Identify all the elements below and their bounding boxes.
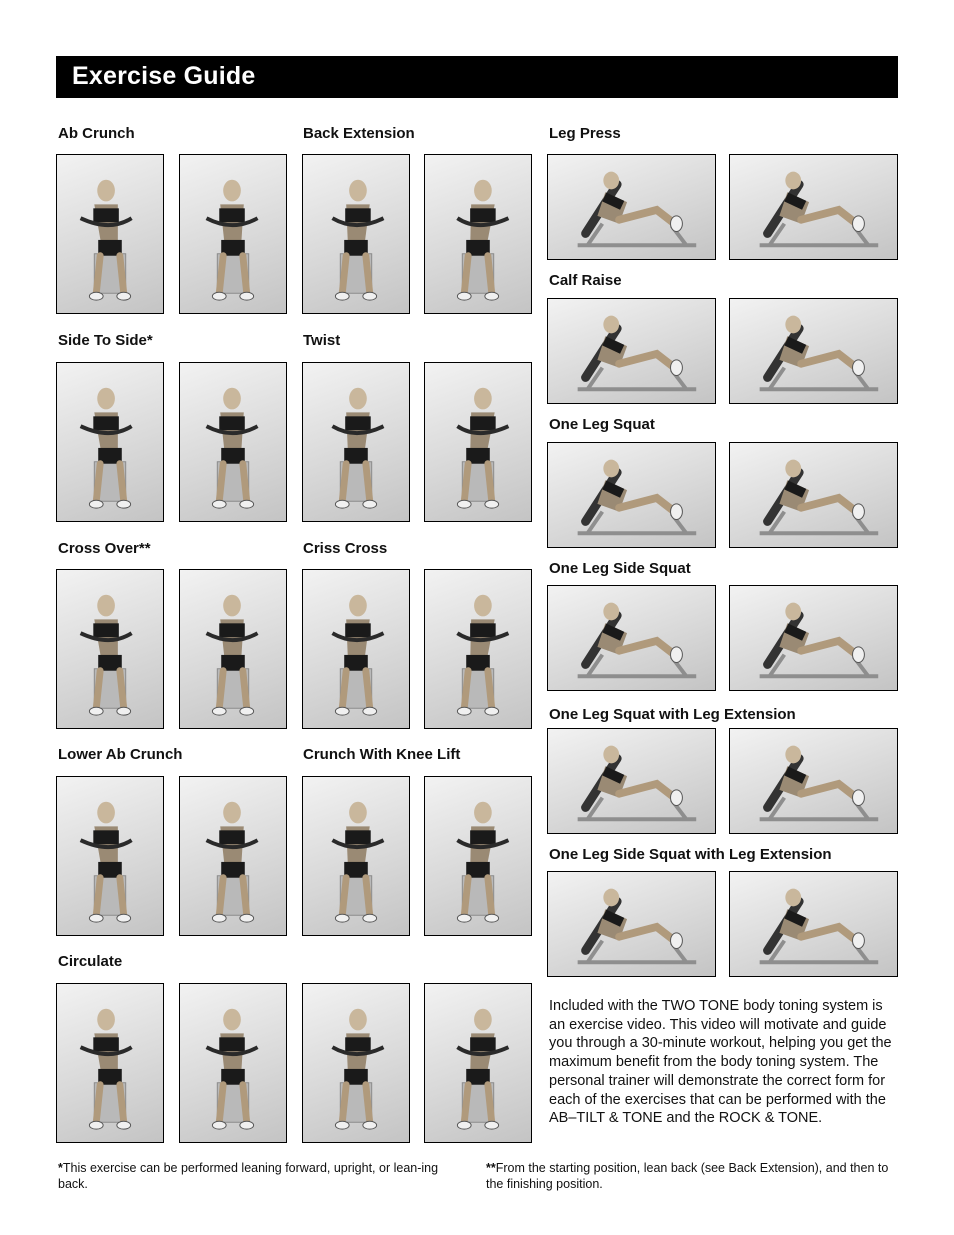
label-one-leg-squat-ext: One Leg Squat with Leg Extension [549, 706, 796, 723]
label-circulate: Circulate [58, 953, 123, 970]
label-ab-crunch: Ab Crunch [58, 125, 135, 142]
exercise-figure-graphic [730, 872, 897, 976]
exercise-figure-graphic [57, 570, 163, 728]
exercise-figure-graphic [548, 155, 715, 259]
exercise-figure-graphic [303, 363, 409, 521]
exercise-figure-graphic [57, 777, 163, 935]
photo-one-leg-side-squat-end [729, 585, 898, 691]
video-description: Included with the TWO TONE body toning system is an exercise video. This video will motivate and guide you through a 30-minute workout, helping you get the maximum benefit from the body toning system. The personal trainer will demonstrate the correct form for each of the exercises that can be performed with the AB–TILT & TONE and the ROCK & TONE. [549, 998, 892, 1127]
label-one-leg-side-squat: One Leg Side Squat [549, 560, 691, 577]
photo-one-leg-side-squat-ext-start [547, 871, 716, 977]
exercise-figure-graphic [57, 984, 163, 1142]
photo-back-extension-end [424, 154, 532, 314]
footnote-double-text: From the starting position, lean back (see Back Extension), and then to the finishing position. [486, 1161, 889, 1191]
photo-ab-crunch-end [179, 154, 287, 314]
footnote-single [58, 1160, 468, 1192]
photo-calf-raise-start [547, 298, 716, 404]
label-one-leg-squat: One Leg Squat [549, 416, 655, 433]
photo-cross-over-start [56, 569, 164, 729]
photo-side-to-side-end [179, 362, 287, 522]
photo-leg-press-end [729, 154, 898, 260]
photo-back-extension-start [302, 154, 410, 314]
exercise-figure-graphic [730, 155, 897, 259]
exercise-figure-graphic [303, 570, 409, 728]
photo-twist-end [424, 362, 532, 522]
label-crunch-knee-lift: Crunch With Knee Lift [303, 746, 461, 763]
exercise-figure-graphic [425, 777, 531, 935]
exercise-figure-graphic [180, 363, 286, 521]
photo-one-leg-squat-ext-start [547, 728, 716, 834]
photo-lower-ab-crunch-end [179, 776, 287, 936]
exercise-figure-graphic [548, 872, 715, 976]
exercise-figure-graphic [425, 984, 531, 1142]
exercise-figure-graphic [425, 155, 531, 313]
label-side-to-side: Side To Side* [58, 332, 153, 349]
page-header [56, 56, 898, 98]
exercise-figure-graphic [180, 984, 286, 1142]
exercise-figure-graphic [57, 363, 163, 521]
label-twist: Twist [303, 332, 341, 349]
exercise-figure-graphic [548, 586, 715, 690]
label-leg-press: Leg Press [549, 125, 621, 142]
exercise-figure-graphic [303, 777, 409, 935]
exercise-figure-graphic [180, 777, 286, 935]
footnote-double [486, 1160, 898, 1192]
exercise-figure-graphic [730, 586, 897, 690]
exercise-figure-graphic [425, 570, 531, 728]
exercise-figure-graphic [730, 443, 897, 547]
exercise-figure-graphic [180, 570, 286, 728]
photo-circulate-3 [302, 983, 410, 1143]
footnote-double-marker: ** [486, 1161, 496, 1175]
exercise-figure-graphic [57, 155, 163, 313]
photo-one-leg-side-squat-ext-end [729, 871, 898, 977]
photo-circulate-4 [424, 983, 532, 1143]
photo-one-leg-squat-start [547, 442, 716, 548]
photo-circulate-1 [56, 983, 164, 1143]
photo-cross-over-end [179, 569, 287, 729]
photo-crunch-knee-lift-end [424, 776, 532, 936]
photo-side-to-side-start [56, 362, 164, 522]
photo-criss-cross-start [302, 569, 410, 729]
exercise-figure-graphic [303, 984, 409, 1142]
exercise-figure-graphic [548, 443, 715, 547]
photo-one-leg-squat-ext-end [729, 728, 898, 834]
footnote-single-text: This exercise can be performed leaning forward, upright, or lean-ing back. [58, 1161, 439, 1191]
photo-criss-cross-end [424, 569, 532, 729]
photo-twist-start [302, 362, 410, 522]
label-lower-ab-crunch: Lower Ab Crunch [58, 746, 183, 763]
exercise-figure-graphic [730, 729, 897, 833]
exercise-figure-graphic [730, 299, 897, 403]
photo-one-leg-squat-end [729, 442, 898, 548]
label-back-extension: Back Extension [303, 125, 415, 142]
photo-circulate-2 [179, 983, 287, 1143]
photo-lower-ab-crunch-start [56, 776, 164, 936]
label-criss-cross: Criss Cross [303, 540, 388, 557]
photo-one-leg-side-squat-start [547, 585, 716, 691]
exercise-figure-graphic [303, 155, 409, 313]
page-title: Exercise Guide [72, 62, 256, 90]
label-calf-raise: Calf Raise [549, 272, 622, 289]
exercise-figure-graphic [548, 729, 715, 833]
exercise-figure-graphic [180, 155, 286, 313]
photo-calf-raise-end [729, 298, 898, 404]
label-cross-over: Cross Over** [58, 540, 151, 557]
exercise-figure-graphic [425, 363, 531, 521]
exercise-figure-graphic [548, 299, 715, 403]
footnote-single-marker: * [58, 1161, 63, 1175]
photo-crunch-knee-lift-start [302, 776, 410, 936]
photo-ab-crunch-start [56, 154, 164, 314]
label-one-leg-side-squat-ext: One Leg Side Squat with Leg Extension [549, 846, 832, 863]
photo-leg-press-start [547, 154, 716, 260]
